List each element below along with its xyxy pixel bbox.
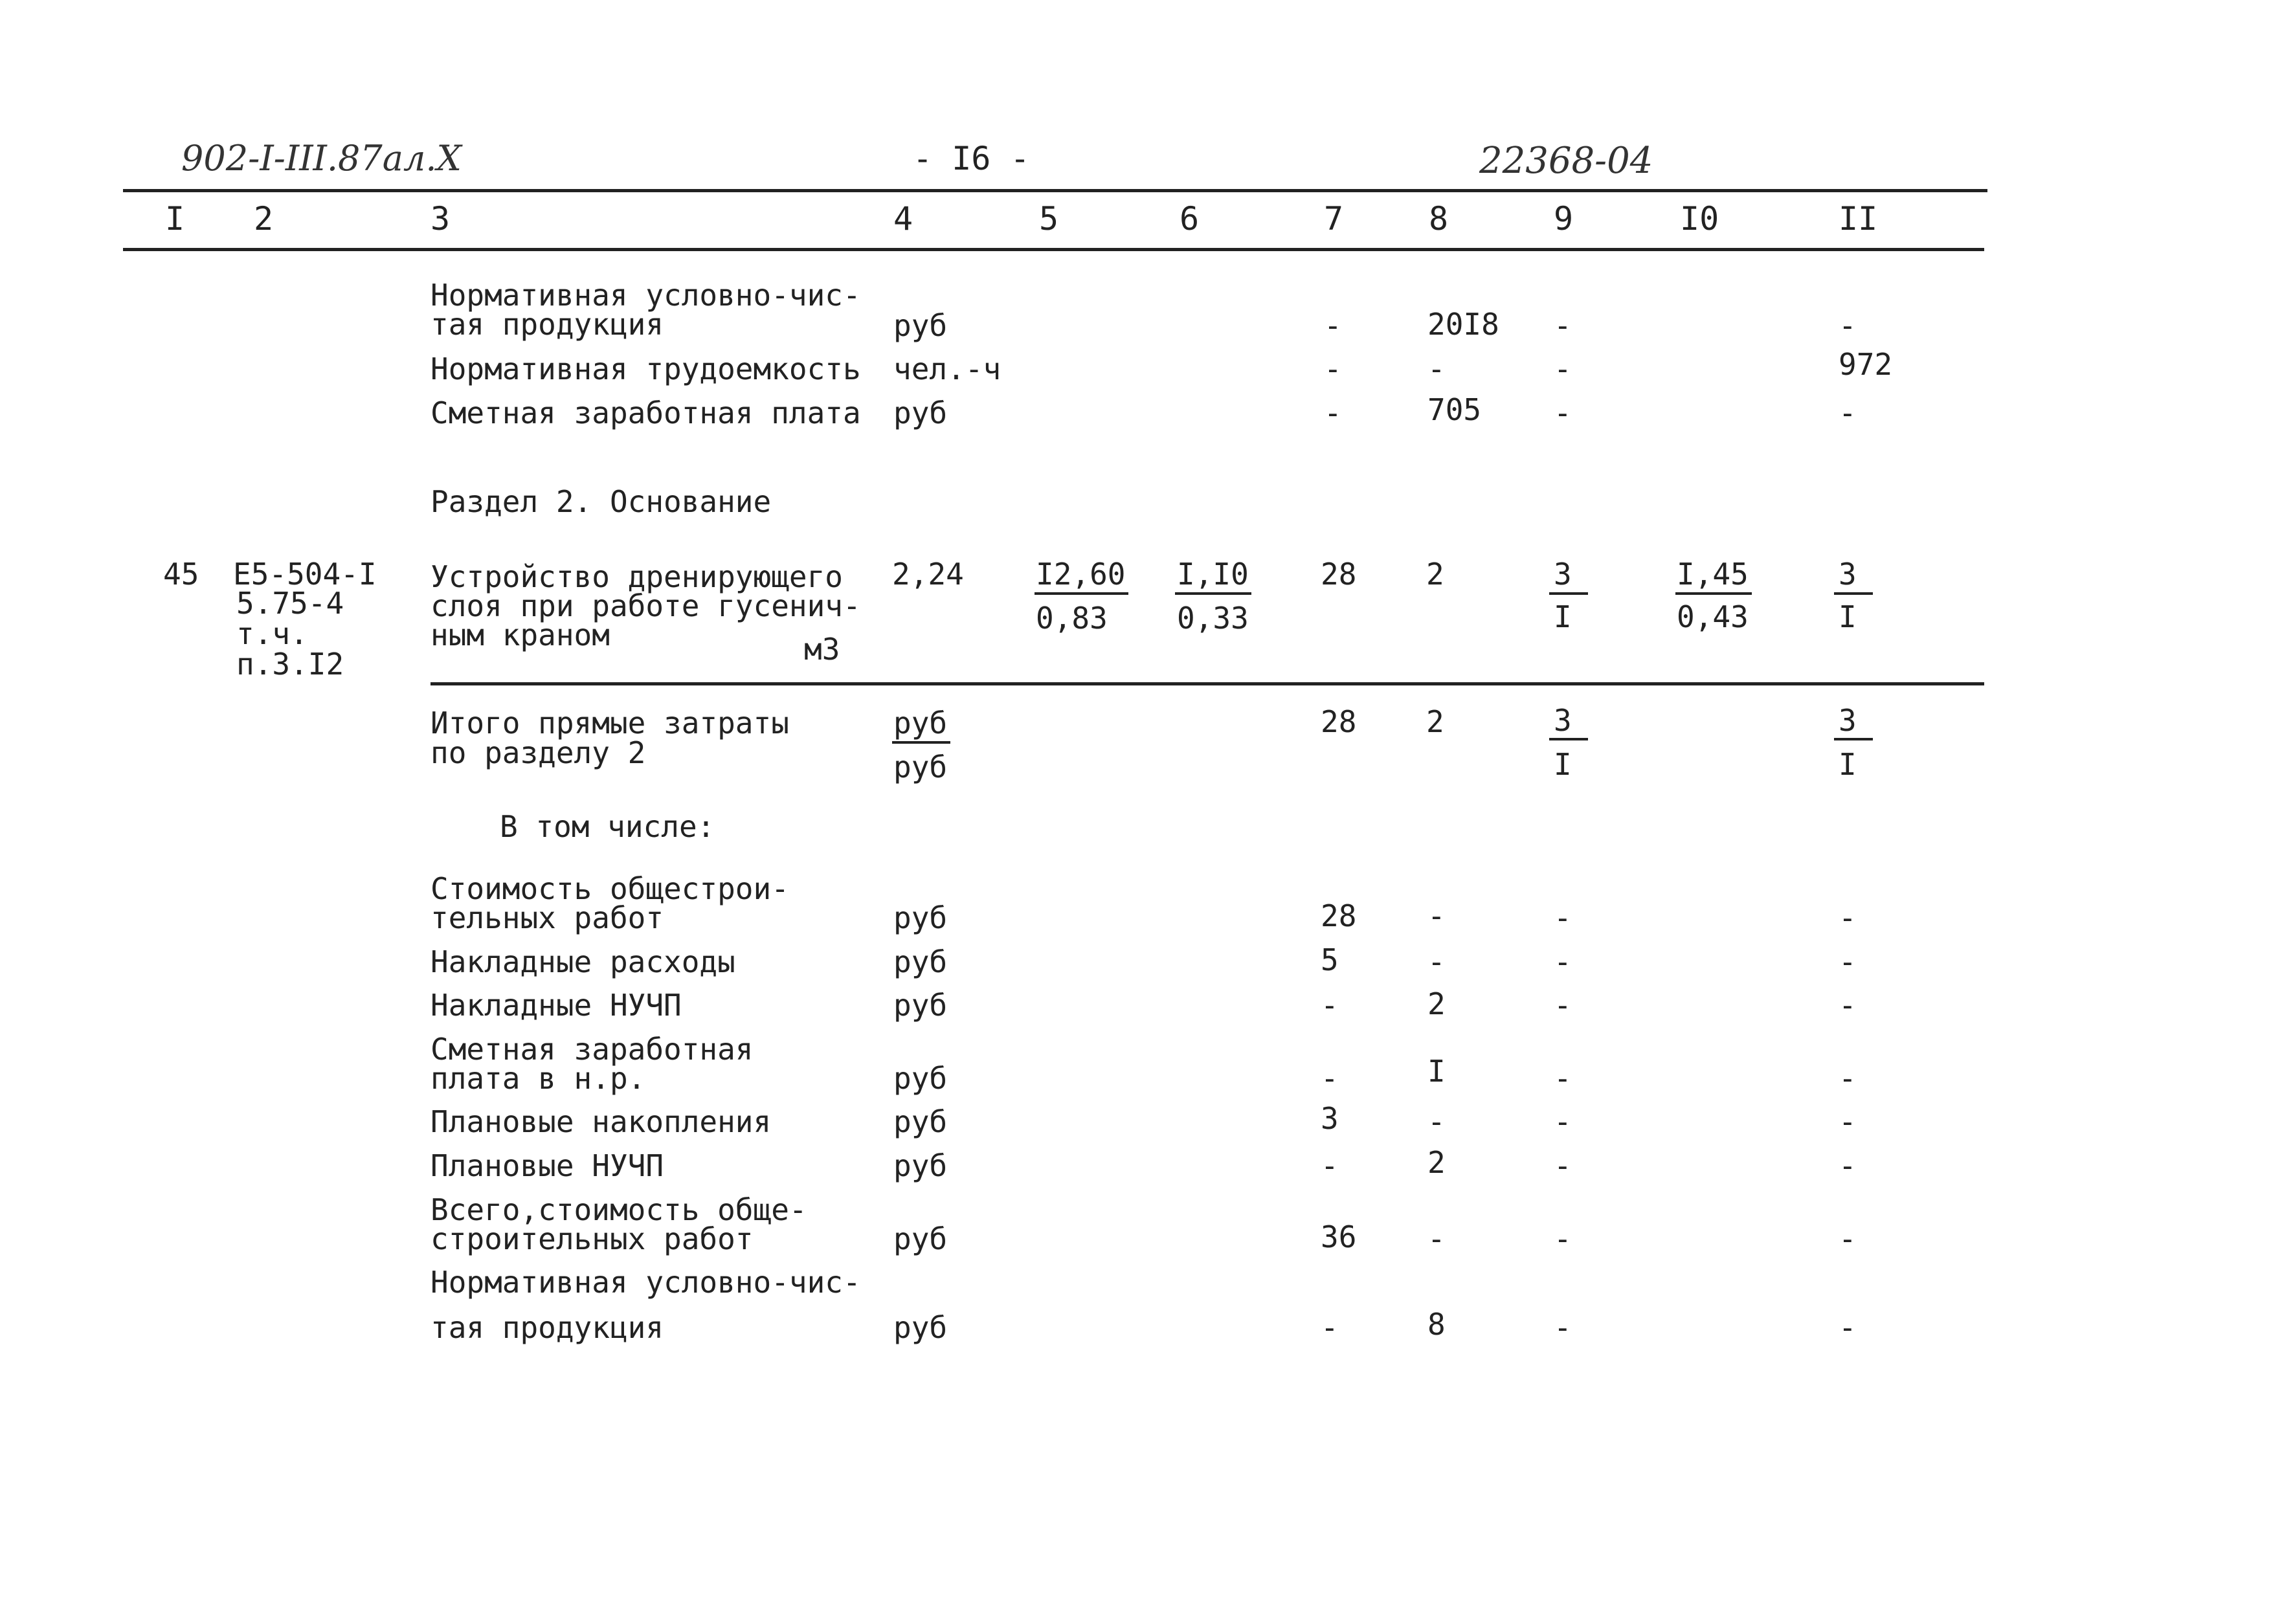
fraction-bar: [1035, 592, 1128, 595]
fraction-bottom: I: [1839, 599, 1857, 634]
column-header: 2: [254, 200, 274, 238]
item-code: Е5-504-I: [233, 557, 377, 592]
item-description: Устройство дренирующего: [431, 559, 843, 594]
column-header: 5: [1039, 200, 1059, 238]
fraction-bottom: 0,43: [1677, 599, 1749, 634]
fraction-top: 3: [1839, 703, 1857, 738]
fraction-top: I,I0: [1177, 557, 1249, 592]
column-header: 6: [1180, 200, 1200, 238]
column-header: 3: [431, 200, 451, 238]
including-label: В том числе:: [500, 809, 715, 844]
section-divider: [431, 682, 1984, 685]
fraction-top: I,45: [1677, 557, 1749, 592]
header-top-rule: [123, 189, 1987, 192]
section-title: Раздел 2. Основание: [431, 484, 772, 519]
item-unit: м3: [804, 632, 840, 667]
document-number: 22368-04: [1479, 140, 1653, 182]
column-header: I0: [1680, 200, 1719, 238]
fraction-top: I2,60: [1036, 557, 1126, 592]
fraction-bar: [1834, 738, 1873, 740]
fraction-top: 3: [1554, 703, 1572, 738]
column-header: 8: [1429, 200, 1449, 238]
fraction-bottom: 0,33: [1177, 601, 1249, 636]
fraction-bar: [1675, 592, 1752, 595]
fraction-bottom: 0,83: [1036, 601, 1108, 636]
item-code: 5.75-4: [236, 586, 344, 621]
fraction-bar: [1834, 592, 1873, 595]
column-header: 7: [1324, 200, 1344, 238]
fraction-bottom: I: [1839, 747, 1857, 782]
column-header: II: [1839, 200, 1878, 238]
fraction-bottom: I: [1554, 599, 1572, 634]
item-description: слоя при работе гусенич-: [431, 588, 861, 623]
item-quantity: 2,24: [892, 557, 964, 592]
column-header: 9: [1554, 200, 1574, 238]
item-c8: 2: [1426, 557, 1444, 592]
item-number: 45: [163, 557, 199, 592]
header-bottom-rule: [123, 248, 1984, 251]
fraction-top: 3: [1554, 557, 1572, 592]
item-c7: 28: [1321, 557, 1357, 592]
item-code: т.ч.: [236, 616, 308, 651]
document-code: 902-I-III.87ал.X: [181, 138, 462, 179]
fraction-bar: [1175, 592, 1251, 595]
fraction-bar: [1549, 738, 1588, 740]
fraction-bar: [1549, 592, 1588, 595]
item-code: п.3.I2: [236, 647, 344, 682]
fraction-bar: [892, 741, 950, 744]
fraction-bottom: I: [1554, 747, 1572, 782]
fraction-top: 3: [1839, 557, 1857, 592]
item-description: ным краном: [431, 617, 610, 652]
column-header: 4: [893, 200, 913, 238]
column-header: I: [165, 200, 185, 238]
page-number: - I6 -: [913, 140, 1030, 177]
